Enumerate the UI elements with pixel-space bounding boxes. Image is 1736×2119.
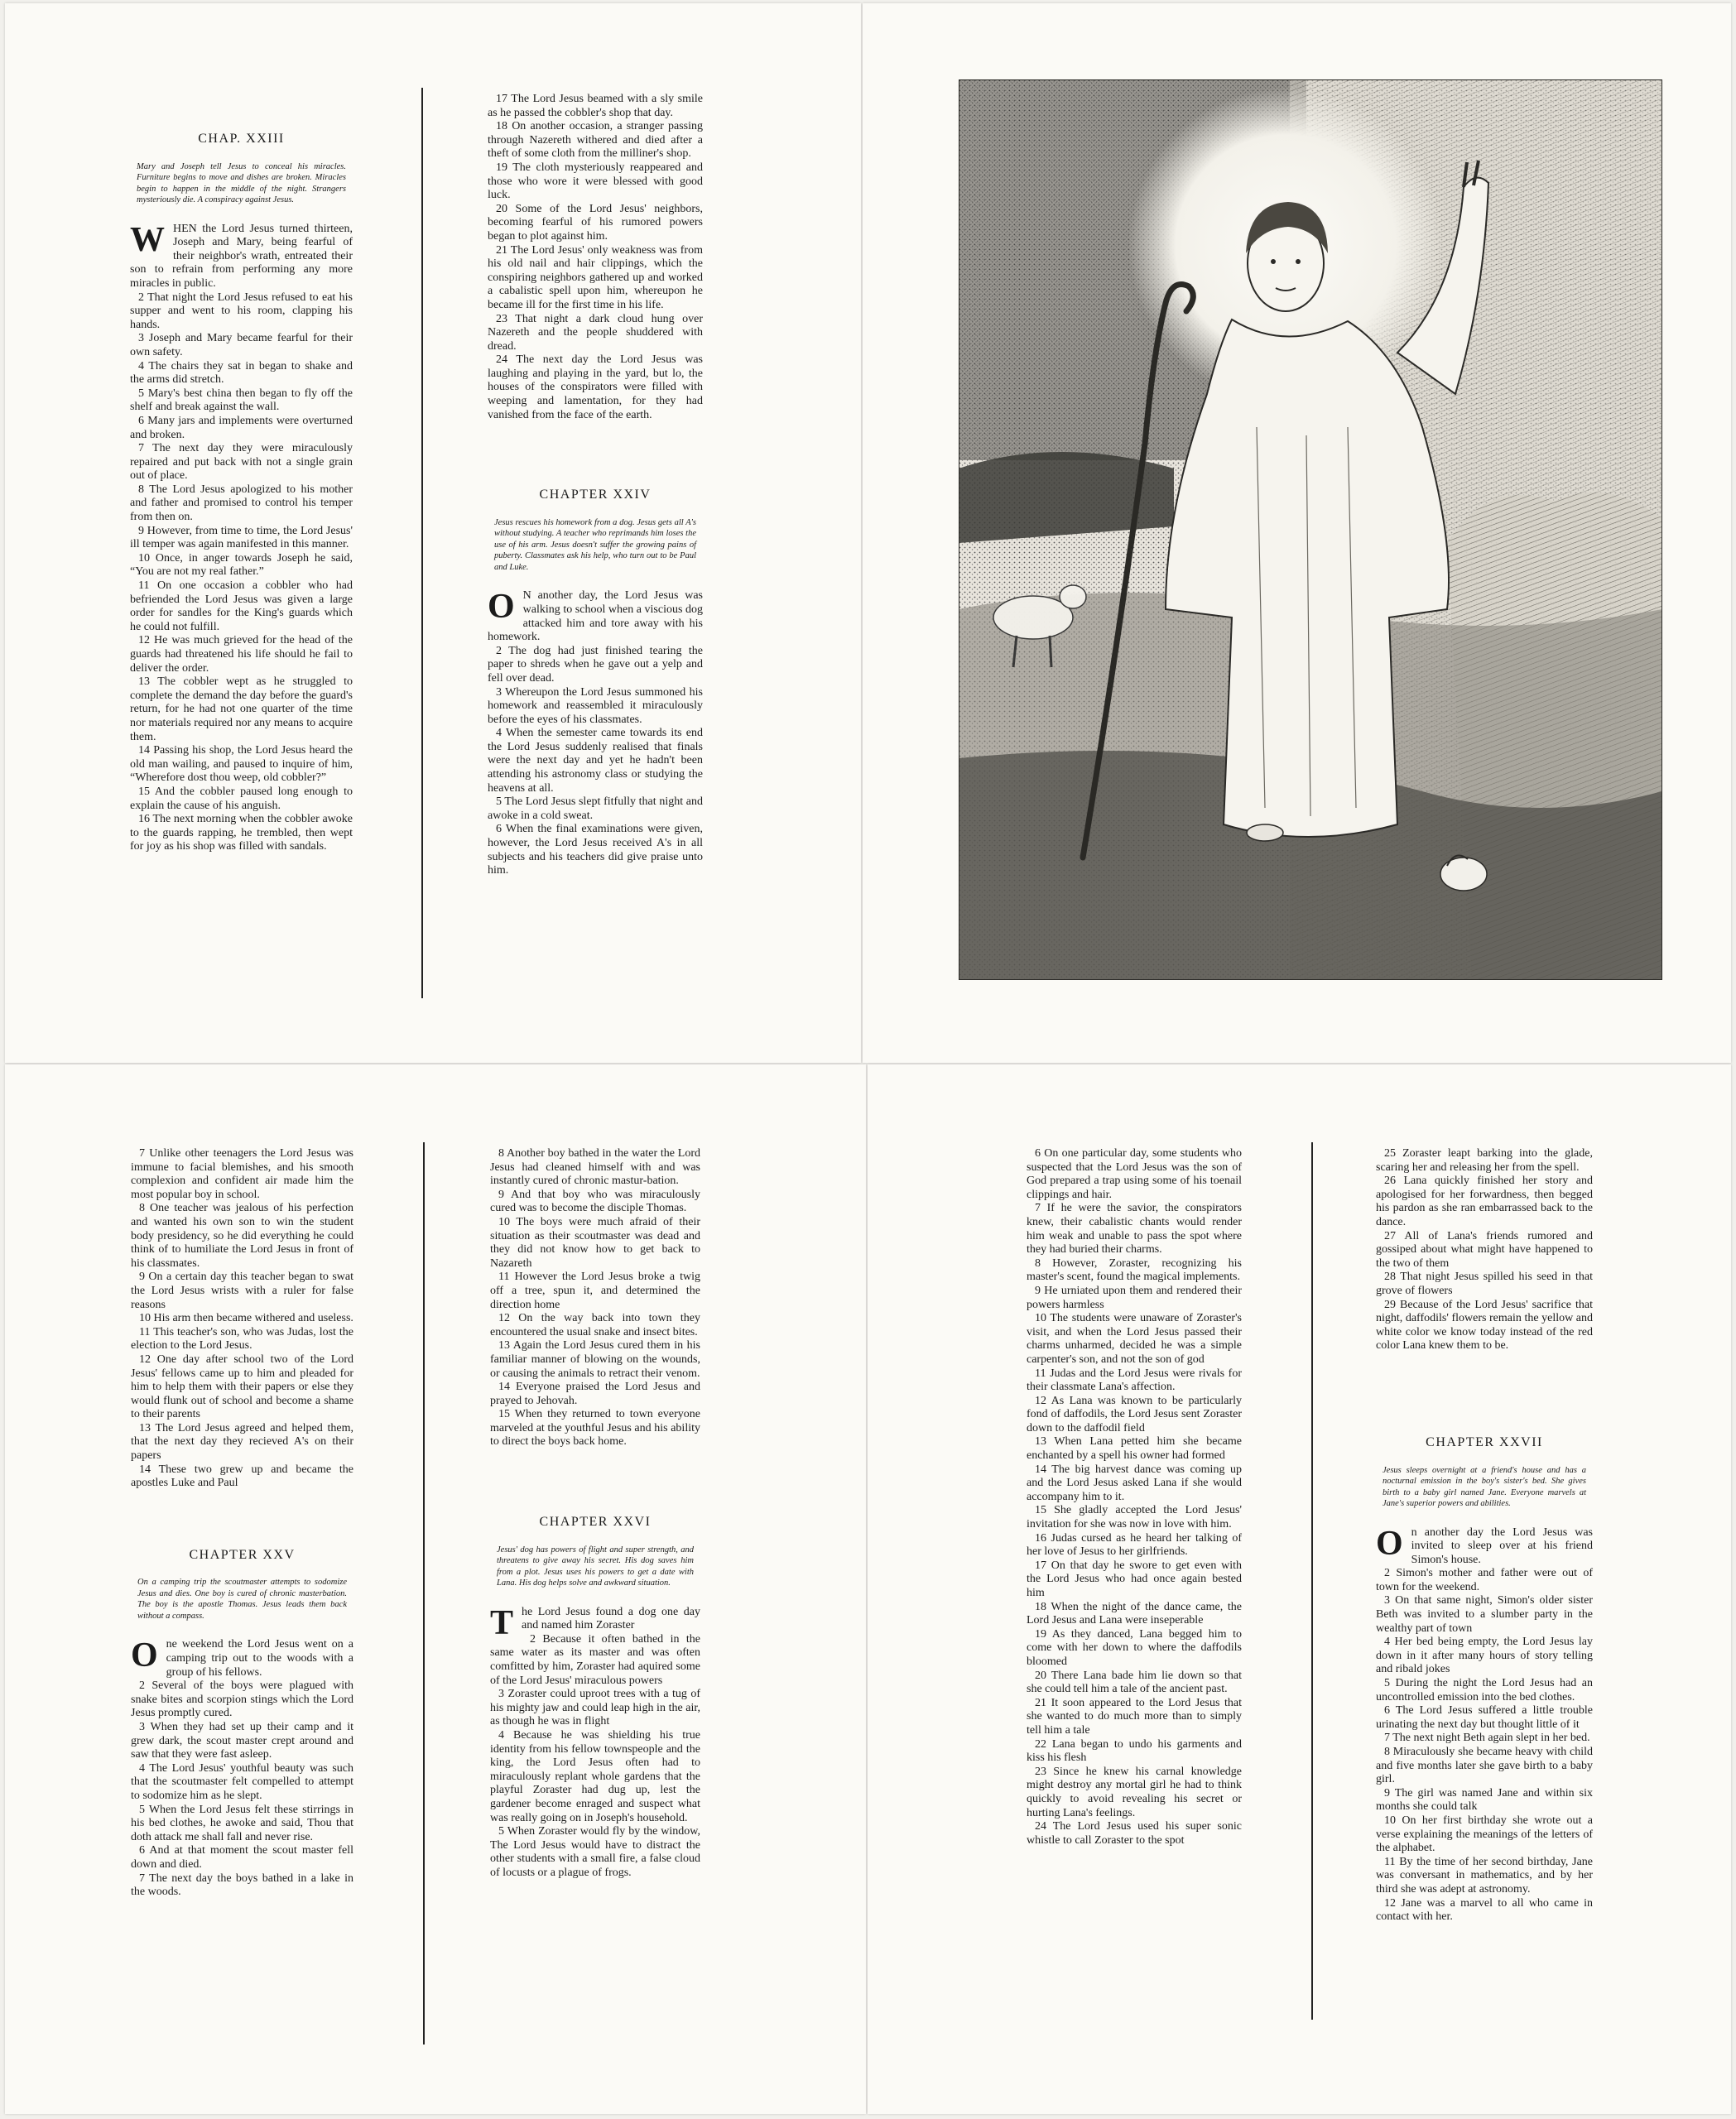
verse: 16 The next morning when the cobbler awoke to the guards rapping, he trembled, then wept for joy as his shop was filled with sandals. [130, 813, 353, 853]
drop-cap: O [131, 1636, 158, 1675]
page1-column-2 [488, 93, 703, 878]
verse: 11 However the Lord Jesus broke a twig off a tree, spun it, and determined the direction home [490, 1271, 700, 1311]
chapter-synopsis: Jesus rescues his homework from a dog. Jesus gets all A's without studying. A teacher who reprimands him loses the use of his arm. Jesus doesn't suffer the growing pains of puberty. Classmates ask his help, who turn out to be Paul and Luke. [494, 517, 696, 572]
verse: 4 Her bed being empty, the Lord Jesus lay down in it after many hours of story telling and ribald jokes [1376, 1636, 1593, 1676]
verse: 16 Judas cursed as he heard her talking of her love of Jesus to her girlfriends. [1027, 1531, 1242, 1559]
verse: 20 Some of the Lord Jesus' neighbors, becoming fearful of his rumored powers began to plot against him. [488, 202, 703, 243]
verse: 7 If he were the savior, the conspirators knew, their cabalistic chants would render him weak and unable to pass the spot where they had buried their charms. [1027, 1202, 1242, 1257]
chapter-synopsis: Jesus' dog has powers of flight and super strength, and threatens to give away his secret. His dog saves him from a plot. Jesus uses his powers to get a date with Lana. His dog helps solve and awkward situation. [497, 1545, 694, 1588]
chapter-heading: CHAPTER XXVI [539, 1515, 652, 1530]
verse: 10 Once, in anger towards Joseph he said, “You are not my real father.” [130, 551, 353, 579]
verse: 2 That night the Lord Jesus refused to eat his supper and went to his room, clapping his hands. [130, 291, 353, 331]
verse: 6 Many jars and implements were overturned and broken. [130, 414, 353, 441]
verse: 27 All of Lana's friends rumored and gossiped about what might have happened to the two of them [1376, 1229, 1593, 1270]
verse: 10 On her first birthday she wrote out a verse explaining the meanings of the letters of the alphabet. [1376, 1814, 1593, 1855]
jesus-with-crook-illustration [959, 79, 1662, 980]
column-rule [1311, 1142, 1313, 2020]
verse: 14 The big harvest dance was coming up and the Lord Jesus asked Lana if she would accompany him to it. [1027, 1463, 1242, 1503]
verse: 15 When they returned to town everyone marveled at the youthful Jesus and his ability to direct the boys back home. [490, 1408, 700, 1449]
verse: 13 The Lord Jesus agreed and helped them, that the next day they recieved A's on their papers [131, 1421, 353, 1463]
page4-column-1 [1027, 1147, 1242, 1848]
verse: 6 On one particular day, some students who suspected that the Lord Jesus was the son of God prepared a trap using some of his toenail clippings and hair. [1027, 1147, 1242, 1201]
verse: 3 Whereupon the Lord Jesus summoned his homework and reassembled it miraculously before the eyes of his classmates. [488, 685, 703, 726]
verse: 3 On that same night, Simon's older sister Beth was invited to a slumber party in the wealthy part of town [1376, 1594, 1593, 1635]
verse: 18 On another occasion, a stranger passing through Nazereth withered and died after a theft of some cloth from the milliner's shop. [488, 120, 703, 161]
verse: 14 Everyone praised the Lord Jesus and prayed to Jehovah. [490, 1381, 700, 1407]
verse: 14 These two grew up and became the apostles Luke and Paul [131, 1463, 353, 1490]
verse: 23 That night a dark cloud hung over Nazereth and the people shuddered with dread. [488, 312, 703, 353]
column-rule [423, 1142, 425, 2045]
chapter-heading: CHAPTER XXV [189, 1547, 296, 1562]
page4-column-2 [1376, 1147, 1593, 1924]
verse: 7 The next night Beth again slept in her bed. [1384, 1732, 1590, 1745]
verse: 10 The students were unaware of Zoraster's visit, and when the Lord Jesus passed their charms unharmed, decided he was a simple carpenter's son, and not the son of god [1027, 1312, 1242, 1366]
verse: 7 The next day the boys bathed in a lake in the woods. [131, 1872, 353, 1899]
verse: 21 It soon appeared to the Lord Jesus that she wanted to do much more than to simply tell him a tale [1027, 1696, 1242, 1737]
verse: 6 And at that moment the scout master fell down and died. [131, 1844, 353, 1871]
verse: 13 The cobbler wept as he struggled to complete the demand the day before the guard's return, for he had not one quarter of the time nor materials required nor any means to acquire them. [130, 675, 353, 743]
drop-cap: O [488, 588, 515, 627]
chapter-heading: CHAPTER XXVII [1426, 1434, 1543, 1449]
verse: 8 One teacher was jealous of his perfection and wanted his own son to win the student body presidency, so he did everything he could think of to humiliate the Lord Jesus in front of his classmates. [131, 1202, 353, 1270]
verse-list [1027, 1147, 1242, 1848]
drop-cap: O [1376, 1524, 1403, 1563]
verse: 21 The Lord Jesus' only weakness was from his old nail and hair clippings, which the conspiring neighbors gathered up and worked a cabalistic spell upon him, whereupon he became ill for the first time in his life. [488, 243, 703, 311]
verse: 3 Zoraster could uproot trees with a tug of his mighty jaw and could leap high in the air, as though he was in flight [490, 1688, 700, 1728]
verse: 5 When Zoraster would fly by the window, The Lord Jesus would have to distract the other students with a small fire, a false cloud of locusts or a plague of frogs. [490, 1825, 700, 1879]
verse: ne weekend the Lord Jesus went on a camping trip out to the woods with a group of his fellows. [166, 1638, 353, 1679]
verse: 20 There Lana bade him lie down so that she could tell him a tale of the ancient past. [1027, 1669, 1242, 1696]
verse: 15 She gladly accepted the Lord Jesus' invitation for she was now in love with him. [1027, 1504, 1242, 1531]
verse: 9 The girl was named Jane and within six months she could talk [1376, 1786, 1593, 1814]
drop-cap: W [130, 220, 165, 259]
verse-list [1376, 1526, 1593, 1924]
verse: 3 When they had set up their camp and it grew dark, the scout master crept around and saw that they were fast asleep. [131, 1721, 353, 1761]
verse: 6 When the final examinations were given, however, the Lord Jesus received A's in all subjects and his teachers did give praise unto him. [488, 823, 703, 877]
verse: 25 Zoraster leapt barking into the glade, scaring her and releasing her from the spell. [1376, 1147, 1593, 1174]
verse: 2 Because it often bathed in the same water as its master and was often comfitted by him, Zoraster had aquired some of the Lord Jesus' miraculous powers [490, 1632, 700, 1687]
verse-list [490, 1603, 700, 1881]
verse: 19 The cloth mysteriously reappeared and those who wore it were blessed with good luck. [488, 161, 703, 202]
verse: 17 The Lord Jesus beamed with a sly smile as he passed the cobbler's shop that day. [488, 93, 703, 119]
verse: 4 Because he was shielding his true identity from his fellow townspeople and the king, the Lord Jesus often had to miraculously replant whole gardens that the playful Zoraster had dug up, lest the gardener become enraged and suspect what was really going on in Joseph's household. [490, 1729, 700, 1824]
verse: 7 The next day they were miraculously repaired and put back with not a single grain out of place. [130, 442, 353, 483]
verse: 5 The Lord Jesus slept fitfully that night and awoke in a cold sweat. [488, 795, 703, 822]
verse: 2 The dog had just finished tearing the paper to shreds when he gave out a yelp and fell over dead. [488, 644, 703, 685]
illustration [959, 79, 1662, 980]
verse-list [1376, 1147, 1593, 1353]
verse: 10 His arm then became withered and useless. [139, 1312, 353, 1325]
verse: 12 On the way back into town they encountered the usual snake and insect bites. [490, 1312, 700, 1338]
verse: 12 He was much grieved for the head of the guards had threatened his life should he fail to deliver the order. [130, 634, 353, 675]
verse: he Lord Jesus found a dog one day and named him Zoraster [522, 1605, 700, 1632]
verse: 5 During the night the Lord Jesus had an uncontrolled emission into the bed clothes. [1376, 1677, 1593, 1703]
verse: 11 Judas and the Lord Jesus were rivals for their classmate Lana's affection. [1027, 1367, 1242, 1394]
verse-list [488, 93, 703, 422]
verse: 14 Passing his shop, the Lord Jesus heard the old man wailing, and paused to inquire of him, “Wherefore dost thou weep, old cobbler?” [130, 744, 353, 785]
page1-column-1 [130, 132, 353, 854]
verse: 24 The next day the Lord Jesus was laughing and playing in the yard, but lo, the houses of the conspirators were filled with weeping and lamentation, for they had vanished from the face of the earth. [488, 353, 703, 421]
drop-cap: T [490, 1603, 514, 1642]
verse: 23 Since he knew his carnal knowledge might destroy any mortal girl he had to think quickly to avoid revealing his secret or hurting Lana's feelings. [1027, 1765, 1242, 1819]
verse: 11 By the time of her second birthday, Jane was conversant in mathematics, and by her third she was adept at astronomy. [1376, 1855, 1593, 1896]
verse-list [130, 220, 353, 854]
verse: 8 Miraculously she became heavy with child and five months later she gave birth to a baby girl. [1376, 1746, 1593, 1786]
verse: 19 As they danced, Lana begged him to come with her down to where the daffodils bloomed [1027, 1627, 1242, 1668]
verse: 4 The chairs they sat in began to shake and the arms did stretch. [130, 359, 353, 387]
verse: 15 And the cobbler paused long enough to explain the cause of his anguish. [130, 785, 353, 812]
verse: 18 When the night of the dance came, the Lord Jesus and Lana were inseperable [1027, 1600, 1242, 1627]
verse: 7 Unlike other teenagers the Lord Jesus was immune to facial blemishes, and his smooth complexion and confident air made him the most popular boy in school. [131, 1147, 353, 1201]
verse: 2 Simon's mother and father were out of town for the weekend. [1376, 1567, 1593, 1593]
verse: 11 This teacher's son, who was Judas, lost the election to the Lord Jesus. [131, 1325, 353, 1353]
verse: 5 When the Lord Jesus felt these stirrings in his bed clothes, he awoke and said, Thou that doth attack me shall fall and never rise. [131, 1803, 353, 1843]
verse: 24 The Lord Jesus used his super sonic whistle to call Zoraster to the spot [1027, 1820, 1242, 1847]
chapter-synopsis: Mary and Joseph tell Jesus to conceal his miracles. Furniture begins to move and dishes are broken. Miracles begin to happen in the middle of the night. Strangers mysteriously die. A conspiracy against Jesus. [137, 161, 346, 205]
verse: 11 On one occasion a cobbler who had befriended the Lord Jesus was given a large order for sandles for the King's guards which he could not fulfill. [130, 579, 353, 633]
verse: 22 Lana began to undo his garments and kiss his flesh [1027, 1737, 1242, 1765]
verse: 17 On that day he swore to get even with the Lord Jesus who had once again bested him [1027, 1559, 1242, 1599]
verse: 29 Because of the Lord Jesus' sacrifice that night, daffodils' flowers remain the yellow and white color we know today instead of the red color Lana knew them to be. [1376, 1298, 1593, 1353]
verse-list [488, 589, 703, 877]
verse: 28 That night Jesus spilled his seed in that grove of flowers [1376, 1271, 1593, 1297]
verse: n another day the Lord Jesus was invited to sleep over at his friend Simon's house. [1411, 1526, 1593, 1566]
verse: 2 Several of the boys were plagued with snake bites and scorpion stings which the Lord Jesus promptly cured. [131, 1679, 353, 1720]
verse: 4 When the semester came towards its end the Lord Jesus suddenly realised that finals were the next day and yet he hadn't been attending his astronomy class or studying the heavens at all. [488, 727, 703, 795]
verse: 9 However, from time to time, the Lord Jesus' ill temper was again manifested in this manner. [130, 524, 353, 551]
verse: 12 One day after school two of the Lord Jesus' fellows came up to him and pleaded for him to help them with their papers or else they would flunk out of school and become a shame to their parents [131, 1353, 353, 1421]
verse: 12 As Lana was known to be particularly fond of daffodils, the Lord Jesus sent Zoraster down to the daffodil field [1027, 1394, 1242, 1434]
column-rule [421, 88, 423, 998]
verse: 9 He urniated upon them and rendered their powers harmless [1027, 1284, 1242, 1311]
verse: 8 However, Zoraster, recognizing his master's scent, found the magical implements. [1027, 1257, 1242, 1284]
chapter-synopsis: Jesus sleeps overnight at a friend's house and has a nocturnal emission in the boy's sister's bed. She gives birth to a baby girl named Jane. Everyone marvels at Jane's superior powers and abilities. [1383, 1465, 1586, 1508]
verse: 13 Again the Lord Jesus cured them in his familiar manner of blowing on the wounds, or causing the animals to retract their venom. [490, 1339, 700, 1380]
verse: 3 Joseph and Mary became fearful for their own safety. [130, 332, 353, 358]
verse: 5 Mary's best china then began to fly off the shelf and break against the wall. [130, 387, 353, 414]
page-bottom-right [868, 1064, 1731, 2114]
verse: 9 On a certain day this teacher began to swat the Lord Jesus wrists with a ruler for false reasons [131, 1271, 353, 1311]
page3-column-1 [131, 1147, 353, 1900]
verse: N another day, the Lord Jesus was walking to school when a viscious dog attacked him and tore away with his homework. [488, 589, 703, 644]
chapter-heading: CHAPTER XXIV [539, 488, 652, 502]
verse: 8 The Lord Jesus apologized to his mother and father and promised to control his temper from then on. [130, 483, 353, 524]
verse-list [131, 1147, 353, 1491]
verse: HEN the Lord Jesus turned thirteen, Joseph and Mary, being fearful of their neighbor's wrath, entreated their son to refrain from performing any more miracles in public. [130, 222, 353, 290]
verse: 10 The boys were much afraid of their situation as their scoutmaster was dead and they did not know how to get back to Nazareth [490, 1215, 700, 1270]
chapter-synopsis: On a camping trip the scoutmaster attempts to sodomize Jesus and dies. One boy is cured of chronic masterbation. The boy is the apostle Thomas. Jesus leads them back without a compass. [137, 1578, 347, 1621]
verse: 12 Jane was a marvel to all who came in contact with her. [1376, 1896, 1593, 1924]
verse-list [490, 1147, 700, 1449]
verse: 26 Lana quickly finished her story and apologised for her forwardness, then begged his pardon as she ran embarrassed back to the dance. [1376, 1175, 1593, 1228]
verse: 8 Another boy bathed in the water the Lord Jesus had cleaned himself with and was instantly cured of chronic mastur-bation. [490, 1147, 700, 1188]
verse-list [131, 1638, 353, 1899]
verse: 9 And that boy who was miraculously cured was to become the disciple Thomas. [490, 1188, 700, 1215]
verse: 13 When Lana petted him she became enchanted by a spell his owner had formed [1027, 1435, 1242, 1463]
chapter-heading: CHAP. XXIII [198, 132, 285, 146]
verse: 6 The Lord Jesus suffered a little trouble urinating the next day but thought little of it [1376, 1704, 1593, 1731]
page3-column-2 [490, 1147, 700, 1881]
verse: 4 The Lord Jesus' youthful beauty was such that the scoutmaster felt compelled to attempt to sodomize him as he slept. [131, 1761, 353, 1802]
